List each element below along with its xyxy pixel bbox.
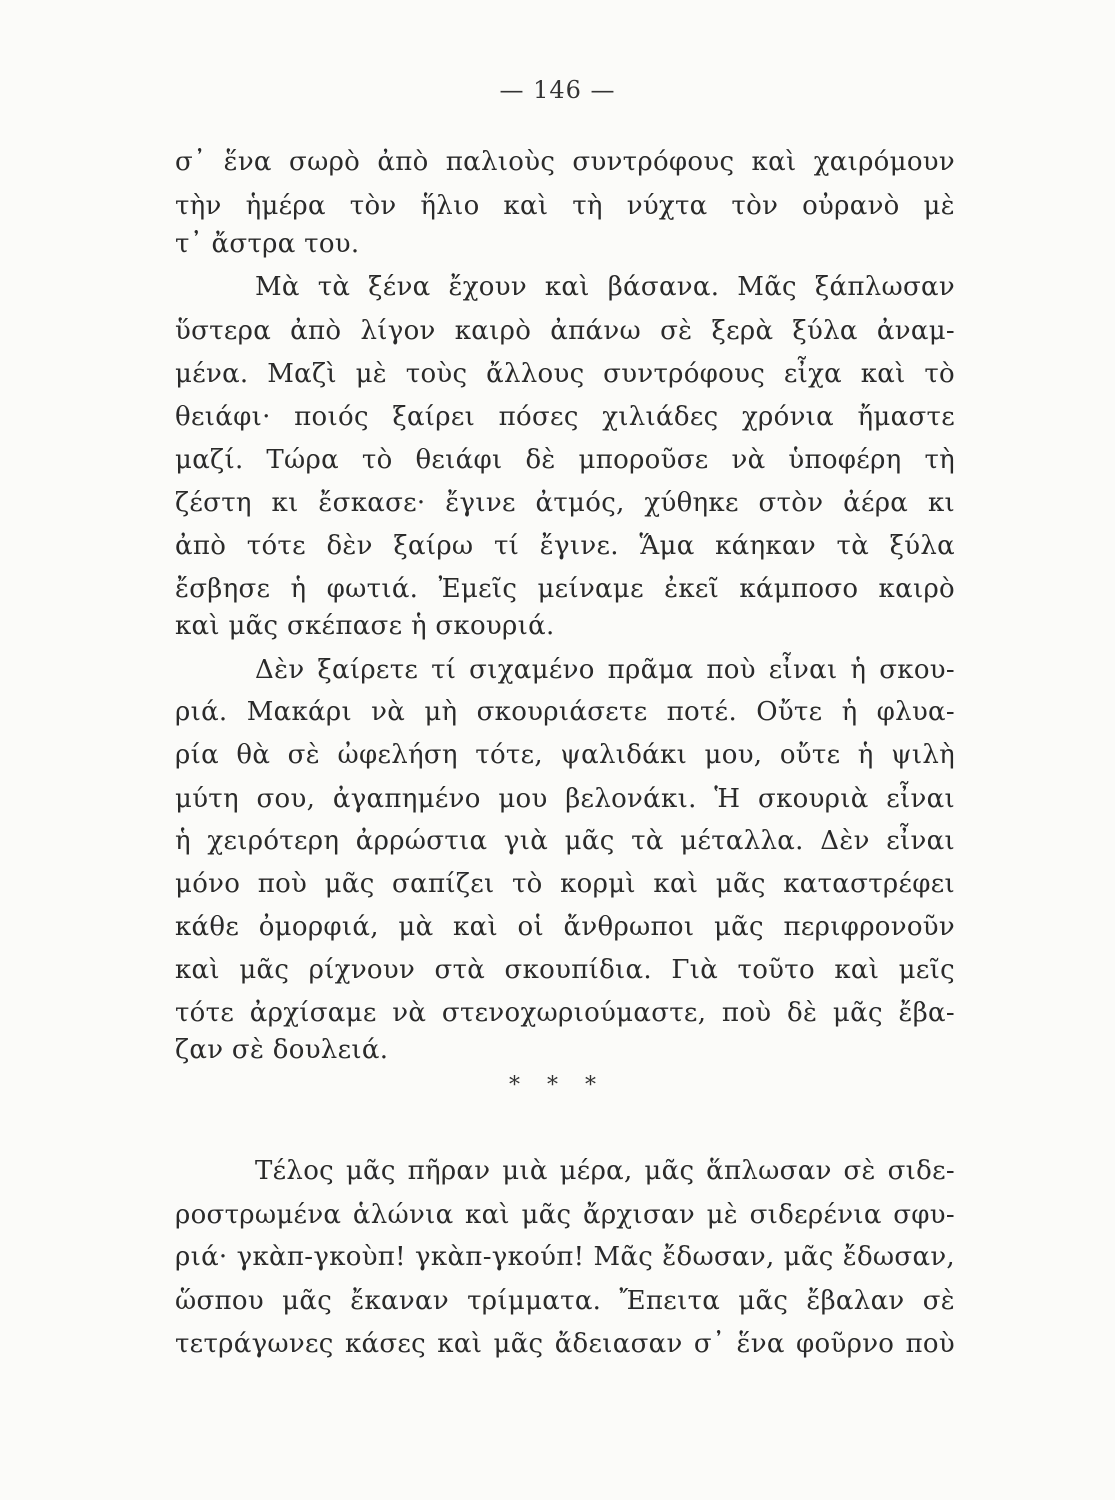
text-line: τετράγωνες κάσες καὶ μᾶς ἄδειασαν σ᾽ ἕνα φοῦρνο ποὺ (175, 1329, 955, 1359)
text-line: μύτη σου, ἀγαπημένο μου βελονάκι. Ἡ σκουριὰ εἶναι (175, 784, 955, 814)
text-line: μόνο ποὺ μᾶς σαπίζει τὸ κορμὶ καὶ μᾶς καταστρέφει (175, 869, 955, 899)
text-line: ζαν σὲ δουλειά. (175, 1035, 389, 1065)
text-line: ριά. Μακάρι νὰ μὴ σκουριάσετε ποτέ. Οὔτε ἡ φλυα- (175, 697, 955, 727)
text-line: ροστρωμένα ἁλώνια καὶ μᾶς ἄρχισαν μὲ σιδερένια σφυ- (175, 1200, 955, 1230)
text-line: τ᾽ ἄστρα του. (175, 229, 360, 259)
text-line: Τέλος μᾶς πῆραν μιὰ μέρα, μᾶς ἅπλωσαν σὲ σιδε- (255, 1156, 955, 1186)
text-line: ὕστερα ἀπὸ λίγον καιρὸ ἀπάνω σὲ ξερὰ ξύλα ἀναμ- (175, 316, 955, 346)
text-line: θειάφι· ποιός ξαίρει πόσες χιλιάδες χρόνια ἤμαστε (175, 402, 955, 432)
text-line: ζέστη κι ἔσκασε· ἔγινε ἀτμός, χύθηκε στὸν ἀέρα κι (175, 488, 955, 518)
text-line: ὥσπου μᾶς ἔκαναν τρίμματα. Ἔπειτα μᾶς ἔβαλαν σὲ (175, 1286, 955, 1316)
text-line: τὴν ἡμέρα τὸν ἥλιο καὶ τὴ νύχτα τὸν οὐρανὸ μὲ (175, 191, 955, 221)
section-separator: * * * (509, 1073, 606, 1098)
text-line: Μὰ τὰ ξένα ἔχουν καὶ βάσανα. Μᾶς ξάπλωσαν (255, 272, 955, 302)
text-line: μένα. Μαζὶ μὲ τοὺς ἄλλους συντρόφους εἶχα καὶ τὸ (175, 359, 955, 389)
text-line: καὶ μᾶς ρίχνουν στὰ σκουπίδια. Γιὰ τοῦτο καὶ μεῖς (175, 955, 955, 985)
text-line: ἡ χειρότερη ἀρρώστια γιὰ μᾶς τὰ μέταλλα. Δὲν εἶναι (175, 826, 955, 856)
text-line: ριά· γκὰπ-γκοὺπ! γκὰπ-γκούπ! Μᾶς ἔδωσαν, μᾶς ἔδωσαν, (175, 1242, 955, 1272)
text-line: ρία θὰ σὲ ὠφελήση τότε, ψαλιδάκι μου, οὔτε ἡ ψιλὴ (175, 740, 955, 770)
text-line: ἀπὸ τότε δὲν ξαίρω τί ἔγινε. Ἅμα κάηκαν τὰ ξύλα (175, 531, 955, 561)
text-line: καὶ μᾶς σκέπασε ἡ σκουριά. (175, 611, 555, 641)
text-line: τότε ἀρχίσαμε νὰ στενοχωριούμαστε, ποὺ δὲ μᾶς ἔβα- (175, 998, 955, 1028)
text-line: μαζί. Τώρα τὸ θειάφι δὲ μποροῦσε νὰ ὑποφέρη τὴ (175, 445, 955, 475)
text-line: Δὲν ξαίρετε τί σιχαμένο πρᾶμα ποὺ εἶναι ἡ σκου- (255, 655, 955, 685)
text-line: σ᾽ ἕνα σωρὸ ἀπὸ παλιοὺς συντρόφους καὶ χαιρόμουν (175, 147, 955, 177)
text-line: κάθε ὀμορφιά, μὰ καὶ οἱ ἄνθρωποι μᾶς περιφρονοῦν (175, 912, 955, 942)
text-line: ἔσβησε ἡ φωτιά. Ἐμεῖς μείναμε ἐκεῖ κάμποσο καιρὸ (175, 574, 955, 604)
page-number: — 146 — (499, 76, 616, 104)
